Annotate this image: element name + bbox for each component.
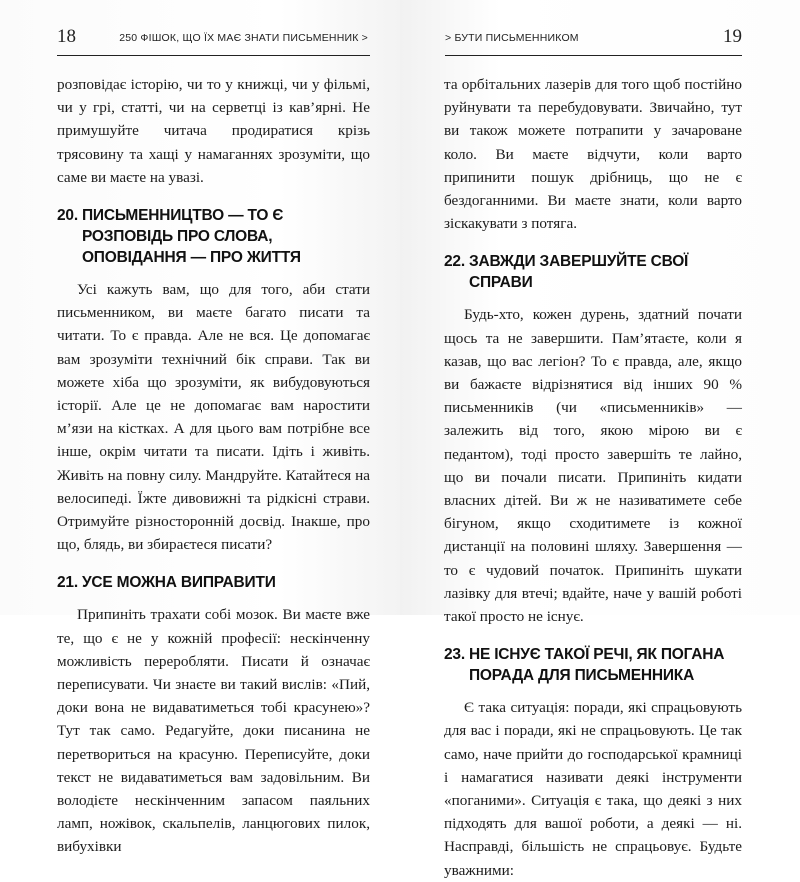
section-title: НЕ ІСНУЄ ТАКОЇ РЕЧІ, ЯК ПОГАНА ПОРАДА ДЛЯ ПИСЬМЕННИКА — [468, 646, 725, 685]
paragraph: розповідає історію, чи то у книжці, чи у фільмі, чи у грі, статті, чи на серветці із кав’ярні. Не примушуйте читача продиратися крізь трясовину та хащі у намаганнях зрозуміти, що саме ви маєте на увазі. — [57, 76, 370, 186]
paragraph: Будь-хто, кожен дурень, здатний почати щось та не завершити. Пам’ятаєте, коли я казав, що вас легіон? То є правда, але, якщо ви бажаєте відрізнятися від інших 90 % письменників (чи «письменників» — залежить від того, якою мірою ви є педантом), тоді просто завершіть те лайно, що ви почали писати. Припиніть кидати власних дітей. Ви ж не називатимете себе бігуном, якщо сходитимете із кожної дистанції на половині шляху. Завершення — то є чудовий початок. Припиніть шукати лазівку для втечі; вдайте, наче у вашій роботі такої просто не існує. — [444, 306, 742, 626]
paragraph: Припиніть трахати собі мозок. Ви маєте вже те, що є не у кожній професії: нескінченну можливість переробляти. Писати й означає переписувати. Чи знаєте ви такий вислів: «Пий, доки вона не видаватиметься тобі красунею»? Тут так само. Редагуйте, доки писанина не перетвориться на красуню. Переписуйте, доки текст не видаватиметься вам задовільним. Ви володієте нескінченним запасом паяльних ламп, ножівок, скальпелів, ланцюгових пилок, вибухівки — [57, 606, 370, 856]
section-title: УСЕ МОЖНА ВИПРАВИТИ — [81, 574, 276, 592]
section-heading — [57, 205, 370, 268]
section-number: 20. — [57, 207, 78, 225]
left-body — [57, 73, 370, 859]
section-number: 23. — [444, 646, 465, 664]
running-head: 250 ФІШОК, ЩО ЇХ МАЄ ЗНАТИ ПИСЬМЕННИК > — [119, 32, 368, 44]
section-number: 22. — [444, 253, 465, 271]
left-page — [0, 0, 400, 856]
paragraph: Усі кажуть вам, що для того, аби стати письменником, ви маєте багато писати та читати. То є правда. Але не вся. Це допомагає вам зрозуміти технічний бік справи. Так ви можете хіба що зрозуміти, як вибудовуються історії. Але це не допомагає вам наростити м’язи на кістках. А для цього вам потрібне все інше, окрім читати та писати. Ідіть і живіть. Живіть на повну силу. Мандруйте. Катайтеся на велосипеді. Їжте дивовижні та рідкісні страви. Отримуйте різносторонній досвід. Інакше, про що, блядь, ви збираєтеся писати? — [57, 281, 370, 554]
section-title: ПИСЬМЕННИЦТВО — ТО Є РОЗПОВІДЬ ПРО СЛОВА, ОПОВІДАННЯ — ПРО ЖИТТЯ — [81, 207, 301, 267]
paragraph: Є така ситуація: поради, які спрацьовують для вас і поради, які не спрацьовують. Це так само, наче прийти до господарської крамниці і намагатися називати деякі інструменти «поганими». Ситуація є така, що деякі з них підходять для вашої роботи, а деякі — ні. Насправді, більшість не спрацьовує. Будьте уважними: — [444, 699, 742, 879]
paragraph: та орбітальних лазерів для того щоб постійно руйнувати та перебудовувати. Звичайно, тут ви також можете потрапити у зачароване коло. Ви маєте відчути, коли варто припинити пошук дрібниць, що не є бездоганними. Ви маєте знати, коли варто зіскакувати з потяга. — [444, 76, 742, 233]
section-heading — [444, 644, 742, 686]
right-page — [400, 0, 800, 879]
section-heading — [444, 251, 742, 293]
header-rule — [445, 55, 742, 56]
section-heading — [57, 572, 370, 593]
section-title: ЗАВЖДИ ЗАВЕРШУЙТЕ СВОЇ СПРАВИ — [468, 253, 689, 292]
section-number: 21. — [57, 574, 78, 592]
page-number: 19 — [723, 26, 742, 47]
running-head: > БУТИ ПИСЬМЕННИКОМ — [445, 32, 579, 44]
page-number: 18 — [57, 26, 76, 47]
right-body — [444, 73, 742, 882]
header-rule — [57, 55, 370, 56]
